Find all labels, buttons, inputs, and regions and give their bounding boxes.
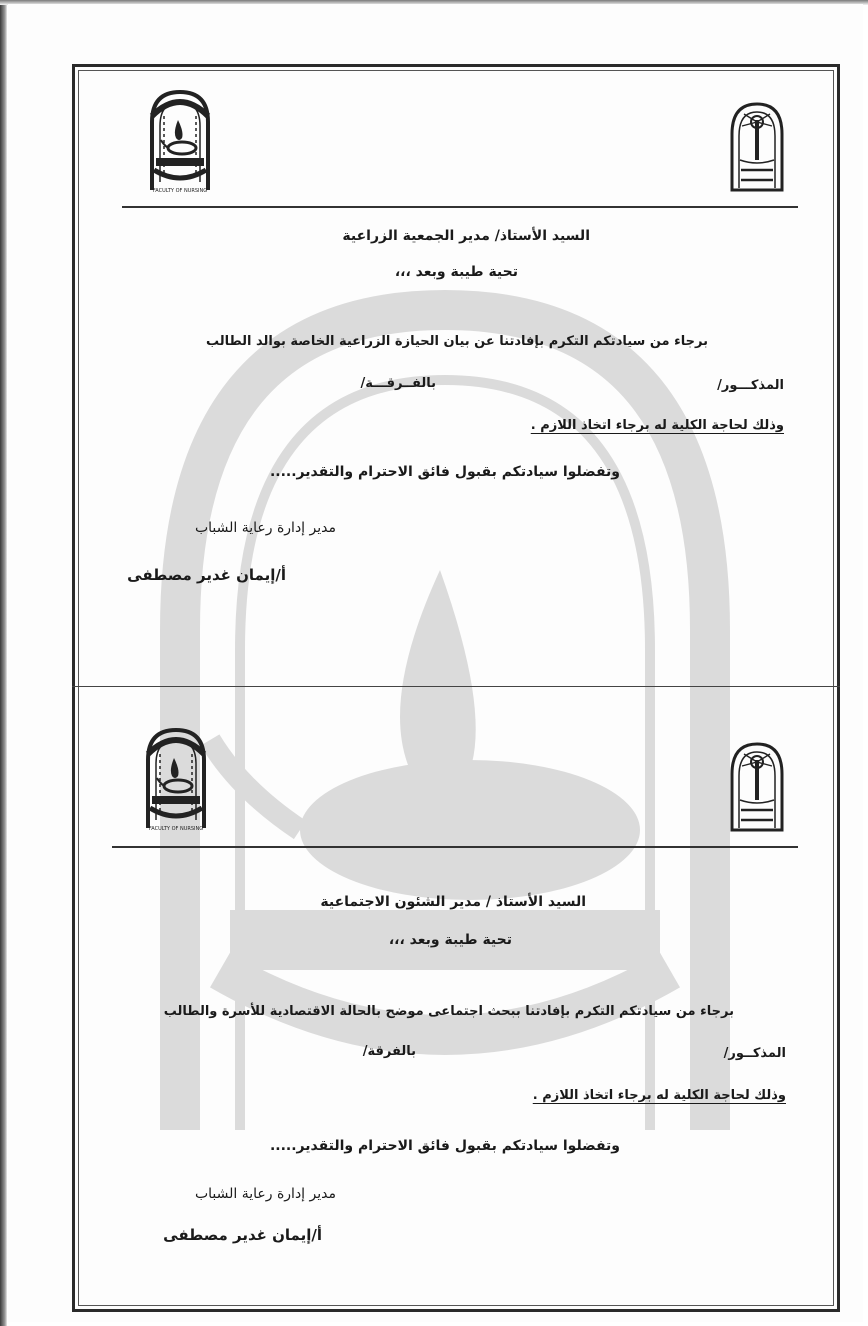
closing-line: وتفضلوا سيادتكم بقبول فائق الاحترام والتقدير..... [269,1138,620,1154]
recipient-line: السيد الأستاذ / مدير الشئون الاجتماعية [320,894,586,910]
scan-shadow-left [0,0,7,1326]
recipient-line: السيد الأستاذ/ مدير الجمعية الزراعية [342,228,590,244]
signatory-name: أ/إيمان غدير مصطفى [127,566,286,584]
request-line: برجاء من سيادتكم التكرم بإفادتنا ببحث اجتماعى موضح بالحالة الاقتصادية للأسرة والطالب [163,1004,734,1019]
header-rule [122,206,798,208]
faculty-seal-icon [142,724,210,832]
greeting-line: تحية طيبة وبعد ،،، [388,932,512,948]
signatory-title: مدير إدارة رعاية الشباب [194,1186,336,1202]
closing-line: وتفضلوا سيادتكم بقبول فائق الاحترام والتقدير..... [269,464,620,480]
class-label: بالفــرقـــة/ [360,376,436,391]
faculty-seal-text: FACULTY OF NURSING [148,826,204,832]
named-student-label: المذكــور/ [723,1046,786,1061]
faculty-seal-icon [146,86,214,194]
named-student-label: المذكـــور/ [717,378,784,393]
university-logo-icon [728,740,786,832]
university-logo-icon [728,100,786,192]
faculty-seal-text: FACULTY OF NURSING [152,188,208,194]
signatory-title: مدير إدارة رعاية الشباب [194,520,336,536]
request-line: برجاء من سيادتكم التكرم بإفادتنا عن بيان الحيازة الزراعية الخاصة بوالد الطالب [205,334,708,349]
inner-border [78,70,834,1306]
purpose-line: وذلك لحاجة الكلية له برجاء اتخاذ اللازم . [530,418,784,433]
signatory-name: أ/إيمان غدير مصطفى [163,1226,322,1244]
class-label: بالفرقة/ [362,1044,416,1059]
greeting-line: تحية طيبة وبعد ،،، [394,264,518,280]
header-rule [112,846,798,848]
purpose-line: وذلك لحاجة الكلية له برجاء اتخاذ اللازم . [532,1088,786,1103]
letter-divider [72,686,840,687]
